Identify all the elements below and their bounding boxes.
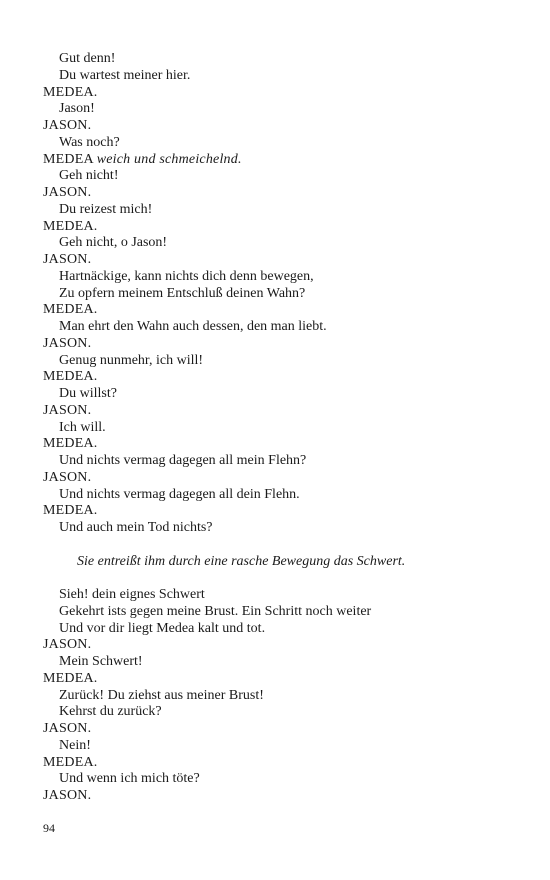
speaker-name: JASON. — [43, 335, 92, 351]
speaker-name: MEDEA. — [43, 218, 98, 234]
speaker-name: MEDEA. — [43, 670, 98, 686]
blank-line — [43, 570, 513, 587]
speaker-name: MEDEA. — [43, 436, 98, 452]
verse-line: Du reizest mich! — [59, 201, 153, 217]
verse-line: Was noch? — [59, 134, 120, 150]
speaker-name: MEDEA. — [43, 369, 98, 385]
speaker-name: JASON. — [43, 721, 92, 736]
speaker-name: MEDEA. — [43, 84, 98, 100]
verse-line: Gekehrt ists gegen meine Brust. Ein Schritt noch weiter — [59, 603, 372, 619]
verse-line: Ich will. — [59, 419, 106, 435]
speaker-with-direction — [43, 152, 513, 169]
play-text — [43, 51, 513, 805]
speaker-name: JASON. — [43, 788, 92, 803]
speaker-name: JASON. — [43, 118, 92, 133]
speaker-name: JASON. — [43, 469, 92, 485]
verse-line: Zu opfern meinem Entschluß deinen Wahn? — [59, 285, 306, 301]
verse-line: Und nichts vermag dagegen all dein Flehn. — [59, 486, 300, 502]
verse-line: Gut denn! — [59, 51, 116, 66]
verse-line: Geh nicht! — [59, 168, 119, 184]
verse-line: Zurück! Du ziehst aus meiner Brust! — [59, 687, 264, 703]
verse-line: Und nichts vermag dagegen all mein Flehn? — [59, 453, 307, 468]
speaker-name: JASON. — [43, 402, 92, 418]
speaker-name: MEDEA. — [43, 754, 98, 770]
speaker-name: MEDEA — [43, 151, 93, 167]
verse-line: Genug nunmehr, ich will! — [59, 352, 204, 368]
verse-line: Geh nicht, o Jason! — [59, 235, 168, 251]
verse-line: Man ehrt den Wahn auch dessen, den man liebt. — [59, 319, 327, 334]
blank-line — [43, 537, 513, 554]
speaker-name: JASON. — [43, 185, 92, 200]
page-number: 94 — [43, 821, 55, 835]
speaker-name: JASON. — [43, 252, 92, 267]
verse-line: Und wenn ich mich töte? — [59, 771, 200, 787]
verse-line: Und vor dir liegt Medea kalt und tot. — [59, 620, 266, 636]
speaker-name: MEDEA. — [43, 302, 98, 318]
speaker-name: JASON. — [43, 637, 92, 653]
verse-line: Und auch mein Tod nichts? — [59, 520, 213, 535]
speaker-name: MEDEA. — [43, 503, 98, 519]
verse-line: Jason! — [59, 101, 95, 117]
verse-line: Sieh! dein eignes Schwert — [59, 587, 205, 602]
stage-direction: Sie entreißt ihm durch eine rasche Bewegung das Schwert. — [77, 553, 406, 569]
verse-line: Hartnäckige, kann nichts dich denn bewegen, — [59, 268, 314, 284]
verse-line: Du wartest meiner hier. — [59, 67, 191, 83]
verse-line: Mein Schwert! — [59, 654, 143, 669]
verse-line: Kehrst du zurück? — [59, 704, 162, 720]
verse-line: Nein! — [59, 737, 91, 753]
stage-direction: weich und schmeichelnd. — [96, 151, 242, 167]
verse-line: Du willst? — [59, 386, 117, 401]
